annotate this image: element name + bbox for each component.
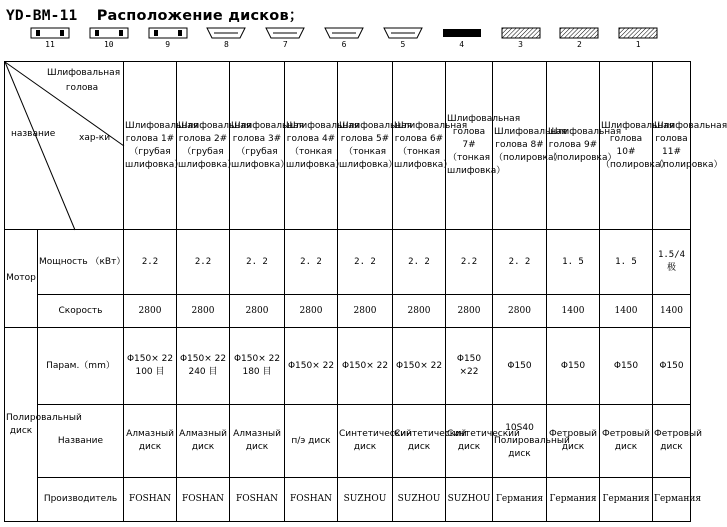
wheel-slot-2 [553, 24, 605, 58]
disk-group-label: Полировальный диск [5, 328, 38, 522]
wheel-number: 9 [165, 40, 171, 49]
disk-name-cell-10: Фетровый диск [600, 405, 653, 478]
head-cell-10: Шлифовальная голова 10# （полировка） [600, 62, 653, 230]
maker-cell-8: Германия [493, 478, 547, 522]
wheel-number: 7 [282, 40, 288, 49]
wheel-slot-7 [259, 24, 311, 58]
maker-cell-2: FOSHAN [177, 478, 230, 522]
disk-name-cell-4: п/э диск [285, 405, 338, 478]
power-cell-7: 2.2 [446, 230, 493, 295]
wheel-number: 2 [576, 40, 582, 49]
disk-name-cell-9: Фетровый диск [547, 405, 600, 478]
wheel-slot-1 [612, 24, 664, 58]
wheel-slot-5 [377, 24, 429, 58]
disk-name-cell-8: 10S40 Полировальный диск [493, 405, 547, 478]
param-cell-1: Φ150× 22 100 目 [124, 328, 177, 405]
maker-row [5, 478, 691, 522]
maker-cell-3: FOSHAN [230, 478, 285, 522]
maker-cell-6: SUZHOU [393, 478, 446, 522]
wheel-slot-6 [318, 24, 370, 58]
head-cell-7: Шлифовальная голова 7# （тонкая шлифовка） [446, 62, 493, 230]
corner-head-label: Шлифовальная голова [47, 68, 121, 93]
maker-cell-9: Германия [547, 478, 600, 522]
disk-name-cell-2: Алмазный диск [177, 405, 230, 478]
wheel-cup-icon [324, 26, 364, 40]
power-cell-10: 1. 5 [600, 230, 653, 295]
head-cell-5: Шлифовальная голова 5# （тонкая шлифовка） [338, 62, 393, 230]
page-title [6, 4, 304, 25]
power-cell-8: 2. 2 [493, 230, 547, 295]
head-row [5, 62, 691, 230]
wheel-number: 4 [459, 40, 465, 49]
wheel-cup-icon [383, 26, 423, 40]
speed-cell-8: 2800 [493, 295, 547, 328]
param-cell-2: Φ150× 22 240 目 [177, 328, 230, 405]
speed-cell-3: 2800 [230, 295, 285, 328]
wheel-hatched-icon [618, 26, 658, 40]
layout-title: Расположение дисков； [96, 8, 304, 24]
param-cell-6: Φ150× 22 [393, 328, 446, 405]
speed-cell-1: 2800 [124, 295, 177, 328]
head-cell-6: Шлифовальная голова 6# （тонкая шлифовка） [393, 62, 446, 230]
wheel-hatched-icon [559, 26, 599, 40]
wheel-number: 5 [400, 40, 406, 49]
head-cell-3: Шлифовальная голова 3# （грубая шлифовка） [230, 62, 285, 230]
name-label: Название [38, 405, 124, 478]
power-cell-9: 1. 5 [547, 230, 600, 295]
disk-name-cell-6: Синтетический диск [393, 405, 446, 478]
disk-name-cell-7: Синтетический диск [446, 405, 493, 478]
wheel-slot-3 [495, 24, 547, 58]
wheel-bar-icon [442, 26, 482, 40]
wheel-slot-11 [24, 24, 76, 58]
param-row [5, 328, 691, 405]
speed-label: Скорость [38, 295, 124, 328]
corner-spec-label: хар-ки [79, 133, 111, 143]
maker-cell-1: FOSHAN [124, 478, 177, 522]
wheel-flat-icon [148, 26, 188, 40]
wheel-cup-icon [265, 26, 305, 40]
wheel-slot-8 [200, 24, 252, 58]
wheel-number: 8 [224, 40, 229, 49]
maker-cell-7: SUZHOU [446, 478, 493, 522]
param-cell-5: Φ150× 22 [338, 328, 393, 405]
speed-cell-7: 2800 [446, 295, 493, 328]
wheel-number: 3 [518, 40, 523, 49]
wheel-slot-4 [436, 24, 488, 58]
speed-cell-5: 2800 [338, 295, 393, 328]
wheel-layout-strip [4, 24, 691, 58]
spec-table [4, 61, 727, 522]
speed-cell-10: 1400 [600, 295, 653, 328]
speed-cell-2: 2800 [177, 295, 230, 328]
param-cell-4: Φ150× 22 [285, 328, 338, 405]
power-cell-2: 2.2 [177, 230, 230, 295]
power-row [5, 230, 691, 295]
corner-cell [5, 62, 124, 230]
wheel-flat-icon [30, 26, 70, 40]
disk-name-cell-3: Алмазный диск [230, 405, 285, 478]
head-cell-1: Шлифовальная голова 1# （грубая шлифовка） [124, 62, 177, 230]
head-cell-8: Шлифовальная голова 8# （полировка） [493, 62, 547, 230]
param-cell-10: Φ150 [600, 328, 653, 405]
wheel-number: 10 [103, 40, 114, 49]
param-cell-11: Φ150 [653, 328, 691, 405]
maker-cell-5: SUZHOU [338, 478, 393, 522]
wheel-slot-10 [83, 24, 135, 58]
power-label: Мощность （кВт） [38, 230, 124, 295]
model-code: YD-BM-11 [6, 8, 78, 24]
speed-cell-11: 1400 [653, 295, 691, 328]
param-cell-3: Φ150× 22 180 目 [230, 328, 285, 405]
wheel-number: 11 [45, 40, 55, 49]
maker-cell-11: Германия [653, 478, 691, 522]
head-cell-11: Шлифовальная голова 11# （полировка） [653, 62, 691, 230]
power-cell-4: 2. 2 [285, 230, 338, 295]
disk-name-cell-11: Фетровый диск [653, 405, 691, 478]
param-cell-9: Φ150 [547, 328, 600, 405]
speed-cell-6: 2800 [393, 295, 446, 328]
name-row [5, 405, 691, 478]
disk-name-cell-5: Синтетический диск [338, 405, 393, 478]
wheel-cup-icon [206, 26, 246, 40]
wheel-number: 6 [341, 40, 347, 49]
speed-cell-9: 1400 [547, 295, 600, 328]
power-cell-6: 2. 2 [393, 230, 446, 295]
wheel-hatched-icon [501, 26, 541, 40]
param-label: Парам.（mm） [38, 328, 124, 405]
head-cell-2: Шлифовальная голова 2# （грубая шлифовка） [177, 62, 230, 230]
power-cell-5: 2. 2 [338, 230, 393, 295]
param-cell-7: Φ150 ×22 [446, 328, 493, 405]
maker-cell-10: Германия [600, 478, 653, 522]
wheel-flat-icon [89, 26, 129, 40]
power-cell-3: 2. 2 [230, 230, 285, 295]
maker-cell-4: FOSHAN [285, 478, 338, 522]
corner-name-label: название [11, 129, 56, 139]
param-cell-8: Φ150 [493, 328, 547, 405]
maker-label: Производитель [38, 478, 124, 522]
head-cell-4: Шлифовальная голова 4# （тонкая шлифовка） [285, 62, 338, 230]
disk-name-cell-1: Алмазный диск [124, 405, 177, 478]
speed-cell-4: 2800 [285, 295, 338, 328]
head-cell-9: Шлифовальная голова 9# （полировка） [547, 62, 600, 230]
wheel-slot-9 [142, 24, 194, 58]
power-cell-11: 1.5/4 极 [653, 230, 691, 295]
motor-group-label: Мотор [5, 230, 38, 328]
wheel-number: 1 [635, 40, 641, 49]
power-cell-1: 2.2 [124, 230, 177, 295]
speed-row [5, 295, 691, 328]
